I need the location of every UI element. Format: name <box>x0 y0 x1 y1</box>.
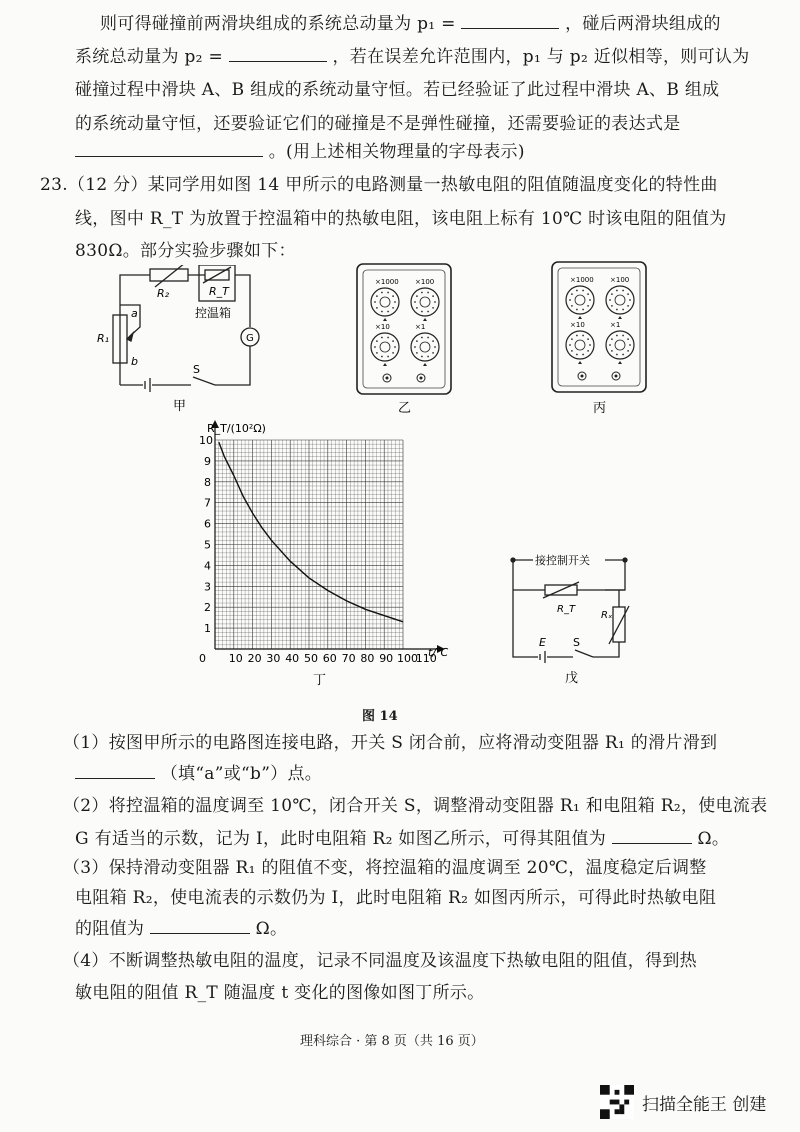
label-a: a <box>131 307 138 320</box>
scanner-badge <box>600 1085 766 1119</box>
bing-dial-label: ×100 <box>610 276 630 284</box>
page-footer: 理科综合 · 第 8 页（共 16 页） <box>300 1034 484 1049</box>
y-tick-label: 10 <box>199 434 213 447</box>
label-r1: R₁ <box>97 332 110 345</box>
circuit-jia <box>95 265 270 415</box>
yi-dial-mark <box>387 292 389 294</box>
bing-dial-mark <box>569 299 571 301</box>
bing-dial-mark <box>571 350 573 352</box>
x-tick-label: 60 <box>322 652 337 665</box>
label-rx: Rₓ <box>601 610 613 621</box>
text-line-4: 的系统动量守恒，还要验证它们的碰撞是不是弹性碰撞，还需要验证的表达式是 <box>75 114 681 134</box>
label-rt-wu: R_T <box>557 604 576 615</box>
yi-dial-label: ×10 <box>375 323 390 331</box>
yi-dial-mark <box>376 295 378 297</box>
bing-dial-mark <box>576 335 578 337</box>
answer-blank[interactable] <box>612 825 692 844</box>
x-tick-label: 10 <box>228 652 243 665</box>
bing-terminal-center <box>615 375 618 378</box>
yi-dial-mark <box>432 340 434 342</box>
answer-blank[interactable] <box>75 138 263 157</box>
bing-dial-mark <box>587 350 589 352</box>
answer-blank[interactable] <box>75 760 155 779</box>
bing-dial-mark <box>629 344 631 346</box>
yi-dial-mark <box>421 356 423 358</box>
question-23-line-2: 线，图中 R_T 为放置于控温箱中的热敏电阻，该电阻上标有 10℃ 时该电阻的阻值为 <box>75 209 727 229</box>
yi-dial-mark <box>387 337 389 339</box>
bing-dial-mark <box>582 290 584 292</box>
bing-dial-mark <box>582 354 584 356</box>
answer-blank[interactable] <box>461 10 559 29</box>
y-tick-label: 4 <box>204 559 211 573</box>
question-23-line-3: 830Ω。部分实验步骤如下： <box>75 241 296 261</box>
question-23-line-1: 23.（12 分）某同学用如图 14 甲所示的电路测量一热敏电阻的阻值随温度变化的特性曲 <box>40 175 718 195</box>
yi-dial-mark <box>374 346 376 348</box>
bing-dial-mark <box>587 305 589 307</box>
yi-dial-mark <box>432 295 434 297</box>
bing-dial-mark <box>622 335 624 337</box>
bing-dial-mark <box>616 290 618 292</box>
bing-dial-mark <box>622 354 624 356</box>
yi-dial-pointer <box>423 318 427 321</box>
label-s: S <box>193 363 200 376</box>
text-part: （填“a”或“b”）点。 <box>160 764 323 784</box>
yi-dial-knob <box>420 297 430 307</box>
y-tick-label: 5 <box>204 538 211 552</box>
yi-dial-mark <box>392 352 394 354</box>
label-g: G <box>246 333 254 344</box>
yi-dial-knob <box>380 342 390 352</box>
bing-dial-label: ×1000 <box>570 276 594 284</box>
bing-dial-pointer <box>618 361 622 364</box>
step-2-line-1: （2）将控温箱的温度调至 10℃，闭合开关 S，调整滑动变阻器 R₁ 和电阻箱 R₂，使电流表 <box>63 796 768 816</box>
y-axis-label: R_T/(10²Ω) <box>207 422 266 435</box>
yi-dial-pointer <box>383 318 387 321</box>
caption-yi: 乙 <box>398 401 412 416</box>
bing-dial-mark <box>582 335 584 337</box>
yi-dial-mark <box>381 292 383 294</box>
yi-dial-mark <box>381 337 383 339</box>
y-tick-label: 7 <box>204 496 211 510</box>
yi-dial-mark <box>374 301 376 303</box>
resistance-box-bing <box>550 260 650 417</box>
bing-dial-label: ×10 <box>570 321 585 329</box>
yi-dial-mark <box>387 356 389 358</box>
y-tick-label: 3 <box>204 580 211 594</box>
bing-dial-mark <box>609 299 611 301</box>
yi-dial-mark <box>376 352 378 354</box>
label-r2: R₂ <box>157 287 170 300</box>
bing-dial-mark <box>589 344 591 346</box>
yi-dial-mark <box>392 295 394 297</box>
bing-dial-mark <box>611 350 613 352</box>
x-tick-label: 20 <box>247 652 262 665</box>
step-4-line-2: 敏电阻的阻值 R_T 随温度 t 变化的图像如图丁所示。 <box>75 983 485 1003</box>
yi-dial-mark <box>416 295 418 297</box>
caption-jia: 甲 <box>173 399 187 414</box>
yi-dial-mark <box>392 307 394 309</box>
qr-code-icon <box>600 1085 634 1119</box>
yi-dial-mark <box>432 307 434 309</box>
chart-ding <box>185 418 455 688</box>
x-tick-label: 90 <box>379 652 394 665</box>
answer-blank[interactable] <box>229 43 327 62</box>
bing-dial-mark <box>616 354 618 356</box>
yi-dial-mark <box>387 311 389 313</box>
yi-dial-mark <box>376 307 378 309</box>
bing-dial-mark <box>571 305 573 307</box>
x-tick-label: 0 <box>199 652 206 665</box>
bing-dial-label: ×1 <box>610 321 621 329</box>
text-line-2 <box>75 43 750 70</box>
bing-dial-mark <box>627 293 629 295</box>
bing-dial-mark <box>576 309 578 311</box>
text-part: Ω。 <box>255 919 288 939</box>
step-3-line-2: 电阻箱 R₂，使电流表的示数仍为 I，此时电阻箱 R₂ 如图丙所示，可得此时热敏电阻 <box>75 888 717 908</box>
x-tick-label: 110 <box>415 652 437 665</box>
x-axis-label: t/℃ <box>428 646 449 659</box>
yi-dial-mark <box>376 340 378 342</box>
bing-dial-mark <box>611 293 613 295</box>
bing-terminal-center <box>581 375 584 378</box>
switch-s-wu <box>575 650 593 657</box>
x-tick-label: 80 <box>360 652 375 665</box>
circuit-wu <box>505 552 645 687</box>
caption-ding: 丁 <box>313 673 327 688</box>
bing-dial-pointer <box>578 316 582 319</box>
bing-dial-mark <box>609 344 611 346</box>
yi-dial-mark <box>427 337 429 339</box>
label-e: E <box>539 636 546 649</box>
switch-s <box>193 377 215 385</box>
yi-dial-mark <box>416 352 418 354</box>
bing-dial-mark <box>622 309 624 311</box>
caption-wu: 戊 <box>565 671 579 686</box>
yi-dial-knob <box>380 297 390 307</box>
x-tick-label: 50 <box>304 652 318 665</box>
yi-dial-mark <box>414 346 416 348</box>
bing-dial-mark <box>629 299 631 301</box>
answer-blank[interactable] <box>150 915 250 934</box>
text-part: ，碰后两滑块组成的 <box>565 14 721 34</box>
bing-dial-mark <box>611 338 613 340</box>
yi-dial-mark <box>394 301 396 303</box>
step-3-line-3 <box>75 915 287 942</box>
yi-dial-label: ×1000 <box>375 278 399 286</box>
yi-terminal-center <box>386 377 389 380</box>
yi-dial-mark <box>381 311 383 313</box>
yi-terminal-center <box>420 377 423 380</box>
text-line-5 <box>75 138 525 165</box>
yi-dial-mark <box>434 301 436 303</box>
yi-dial-mark <box>421 292 423 294</box>
text-line-1 <box>100 10 721 37</box>
bing-dial-mark <box>611 305 613 307</box>
text-part: 系统总动量为 p₂ = <box>75 47 224 67</box>
bing-dial-mark <box>627 350 629 352</box>
scanner-text: 扫描全能王 创建 <box>642 1094 767 1115</box>
x-tick-label: 70 <box>341 652 356 665</box>
text-part: 的阻值为 <box>75 919 145 939</box>
yi-dial-mark <box>394 346 396 348</box>
text-part: 。(用上述相关物理量的字母表示) <box>268 142 525 162</box>
bing-dial-mark <box>576 290 578 292</box>
x-tick-label: 30 <box>266 652 281 665</box>
yi-dial-pointer <box>423 363 427 366</box>
y-tick-label: 1 <box>204 622 211 636</box>
bing-dial-pointer <box>578 361 582 364</box>
bing-dial-mark <box>571 293 573 295</box>
x-tick-label: 100 <box>397 652 418 665</box>
bing-dial-knob <box>575 340 585 350</box>
text-part: 则可得碰撞前两滑块组成的系统总动量为 p₁ = <box>100 14 456 34</box>
y-tick-label: 6 <box>204 517 211 531</box>
text-part: G 有适当的示数，记为 I，此时电阻箱 R₂ 如图乙所示，可得其阻值为 <box>75 829 607 849</box>
yi-dial-mark <box>416 307 418 309</box>
x-tick-label: 40 <box>285 652 300 665</box>
figure-title: 图 14 <box>362 709 398 724</box>
text-line-3: 碰撞过程中滑块 A、B 组成的系统动量守恒。若已经验证了此过程中滑块 A、B 组成 <box>75 80 720 100</box>
label-box: 控温箱 <box>195 306 232 320</box>
yi-dial-knob <box>420 342 430 352</box>
yi-dial-mark <box>427 356 429 358</box>
text-part: ，若在误差允许范围内，p₁ 与 p₂ 近似相等，则可认为 <box>332 47 750 67</box>
label-b: b <box>131 355 138 368</box>
bing-dial-mark <box>587 293 589 295</box>
resistance-box-yi <box>355 262 455 417</box>
bing-dial-mark <box>622 290 624 292</box>
caption-bing: 丙 <box>593 401 607 416</box>
bing-dial-knob <box>615 340 625 350</box>
step-1-line-1: （1）按图甲所示的电路图连接电路，开关 S 闭合前，应将滑动变阻器 R₁ 的滑片滑到 <box>63 733 718 753</box>
bing-dial-mark <box>569 344 571 346</box>
yi-dial-mark <box>427 292 429 294</box>
bing-dial-knob <box>575 295 585 305</box>
yi-dial-label: ×100 <box>415 278 435 286</box>
bing-dial-mark <box>627 305 629 307</box>
yi-dial-mark <box>432 352 434 354</box>
yi-dial-mark <box>414 301 416 303</box>
yi-dial-label: ×1 <box>415 323 426 331</box>
yi-dial-mark <box>381 356 383 358</box>
step-2-line-2 <box>75 825 729 852</box>
bing-dial-mark <box>582 309 584 311</box>
y-tick-label: 2 <box>204 601 211 615</box>
yi-dial-mark <box>421 337 423 339</box>
label-rt: R_T <box>209 285 229 298</box>
step-1-line-2 <box>75 760 322 787</box>
bing-dial-mark <box>616 335 618 337</box>
step-4-line-1: （4）不断调整热敏电阻的温度，记录不同温度及该温度下热敏电阻的阻值，得到热 <box>63 951 697 971</box>
bing-dial-mark <box>587 338 589 340</box>
bing-dial-knob <box>615 295 625 305</box>
bing-dial-mark <box>616 309 618 311</box>
label-ctrl: 接控制开关 <box>535 554 590 567</box>
bing-dial-mark <box>627 338 629 340</box>
yi-dial-mark <box>434 346 436 348</box>
label-s-wu: S <box>573 636 580 649</box>
y-tick-label: 8 <box>204 475 211 489</box>
step-3-line-1: （3）保持滑动变阻器 R₁ 的阻值不变，将控温箱的温度调至 20℃，温度稳定后调整 <box>63 858 707 878</box>
yi-dial-mark <box>421 311 423 313</box>
yi-dial-mark <box>427 311 429 313</box>
text-part: Ω。 <box>697 829 730 849</box>
bing-dial-pointer <box>618 316 622 319</box>
bing-dial-mark <box>576 354 578 356</box>
bing-dial-mark <box>589 299 591 301</box>
bing-dial-mark <box>571 338 573 340</box>
yi-dial-mark <box>416 340 418 342</box>
y-tick-label: 9 <box>204 454 211 468</box>
yi-dial-pointer <box>383 363 387 366</box>
yi-dial-mark <box>392 340 394 342</box>
